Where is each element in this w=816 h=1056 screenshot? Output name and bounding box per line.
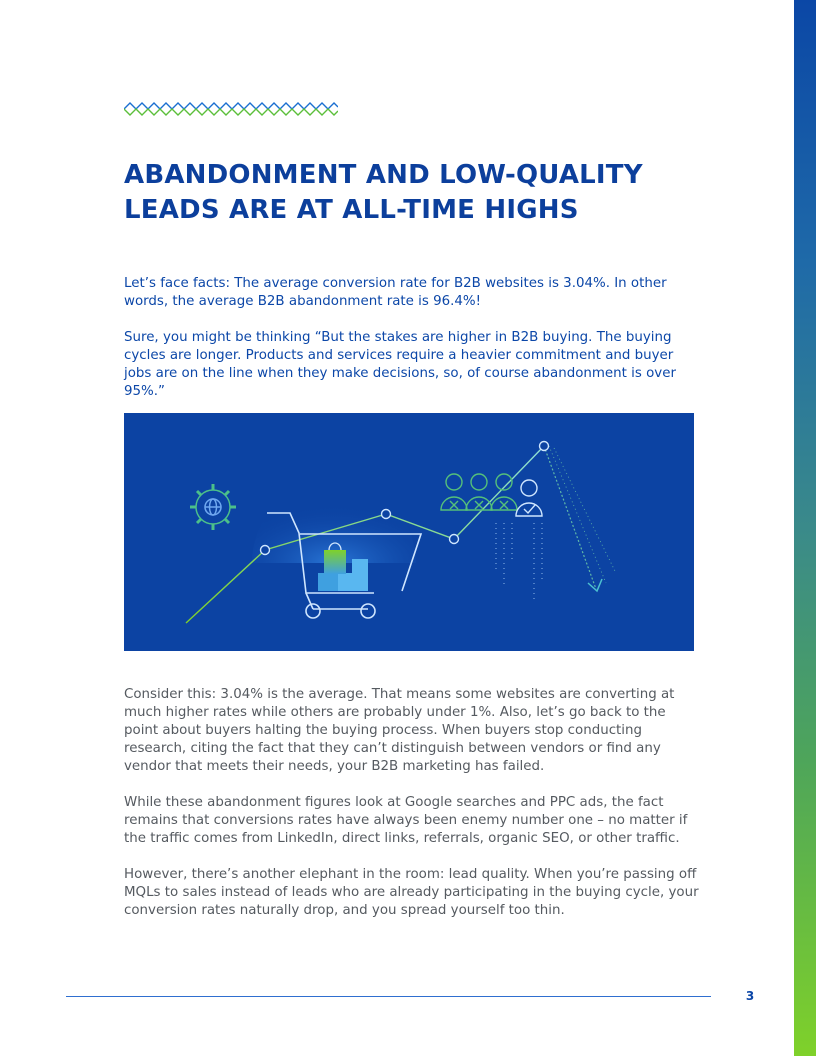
intro-paragraph-1: Let’s face facts: The average conversion rate for B2B websites is 3.04%. In other words, the average B2B abandonment rate is 96.4%! <box>124 276 667 309</box>
gear-globe-icon <box>190 484 236 530</box>
title-line-1: ABANDONMENT AND LOW-QUALITY <box>124 160 643 190</box>
intro-paragraph-2: Sure, you might be thinking “But the stakes are higher in B2B buying. The buying cycles are longer. Products and services require a heavier commitment and buyer jobs are on the line when they make decisions, so, of course abandonment is over 95%.” <box>124 330 676 399</box>
zigzag-divider-icon <box>124 102 338 116</box>
body-paragraph-1: Consider this: 3.04% is the average. That means some websites are converting at much higher rates while others are probably under 1%. Also, let’s go back to the point about buyers halting the buying process. When buyers stop conducting research, citing the fact that they can’t distinguish between vendors or find any vendor that meets their needs, your B2B marketing has failed. <box>124 687 675 774</box>
illustration-svg <box>124 413 694 651</box>
dotted-drop-lines <box>496 523 542 599</box>
body-paragraph-3: However, there’s another elephant in the room: lead quality. When you’re passing off MQLs to sales instead of leads who are already participating in the buying cycle, your conversion rates naturally drop, and you spread yourself too thin. <box>124 867 699 918</box>
person-check-icon <box>516 480 542 516</box>
body-paragraph-2: While these abandonment figures look at Google searches and PPC ads, the fact remains that conversions rates have always been enemy number one – no matter if the traffic comes from LinkedIn, direct links, referrals, organic SEO, or other traffic. <box>124 795 688 846</box>
conversion-illustration <box>124 413 694 651</box>
page-title <box>124 158 724 228</box>
side-gradient-bar <box>794 0 816 1056</box>
title-line-2: LEADS ARE AT ALL-TIME HIGHS <box>124 195 579 225</box>
intro-section <box>124 275 704 419</box>
body-section <box>124 686 704 938</box>
footer-divider <box>66 996 711 997</box>
page-number: 3 <box>745 989 755 1003</box>
people-group-icon <box>441 474 517 510</box>
